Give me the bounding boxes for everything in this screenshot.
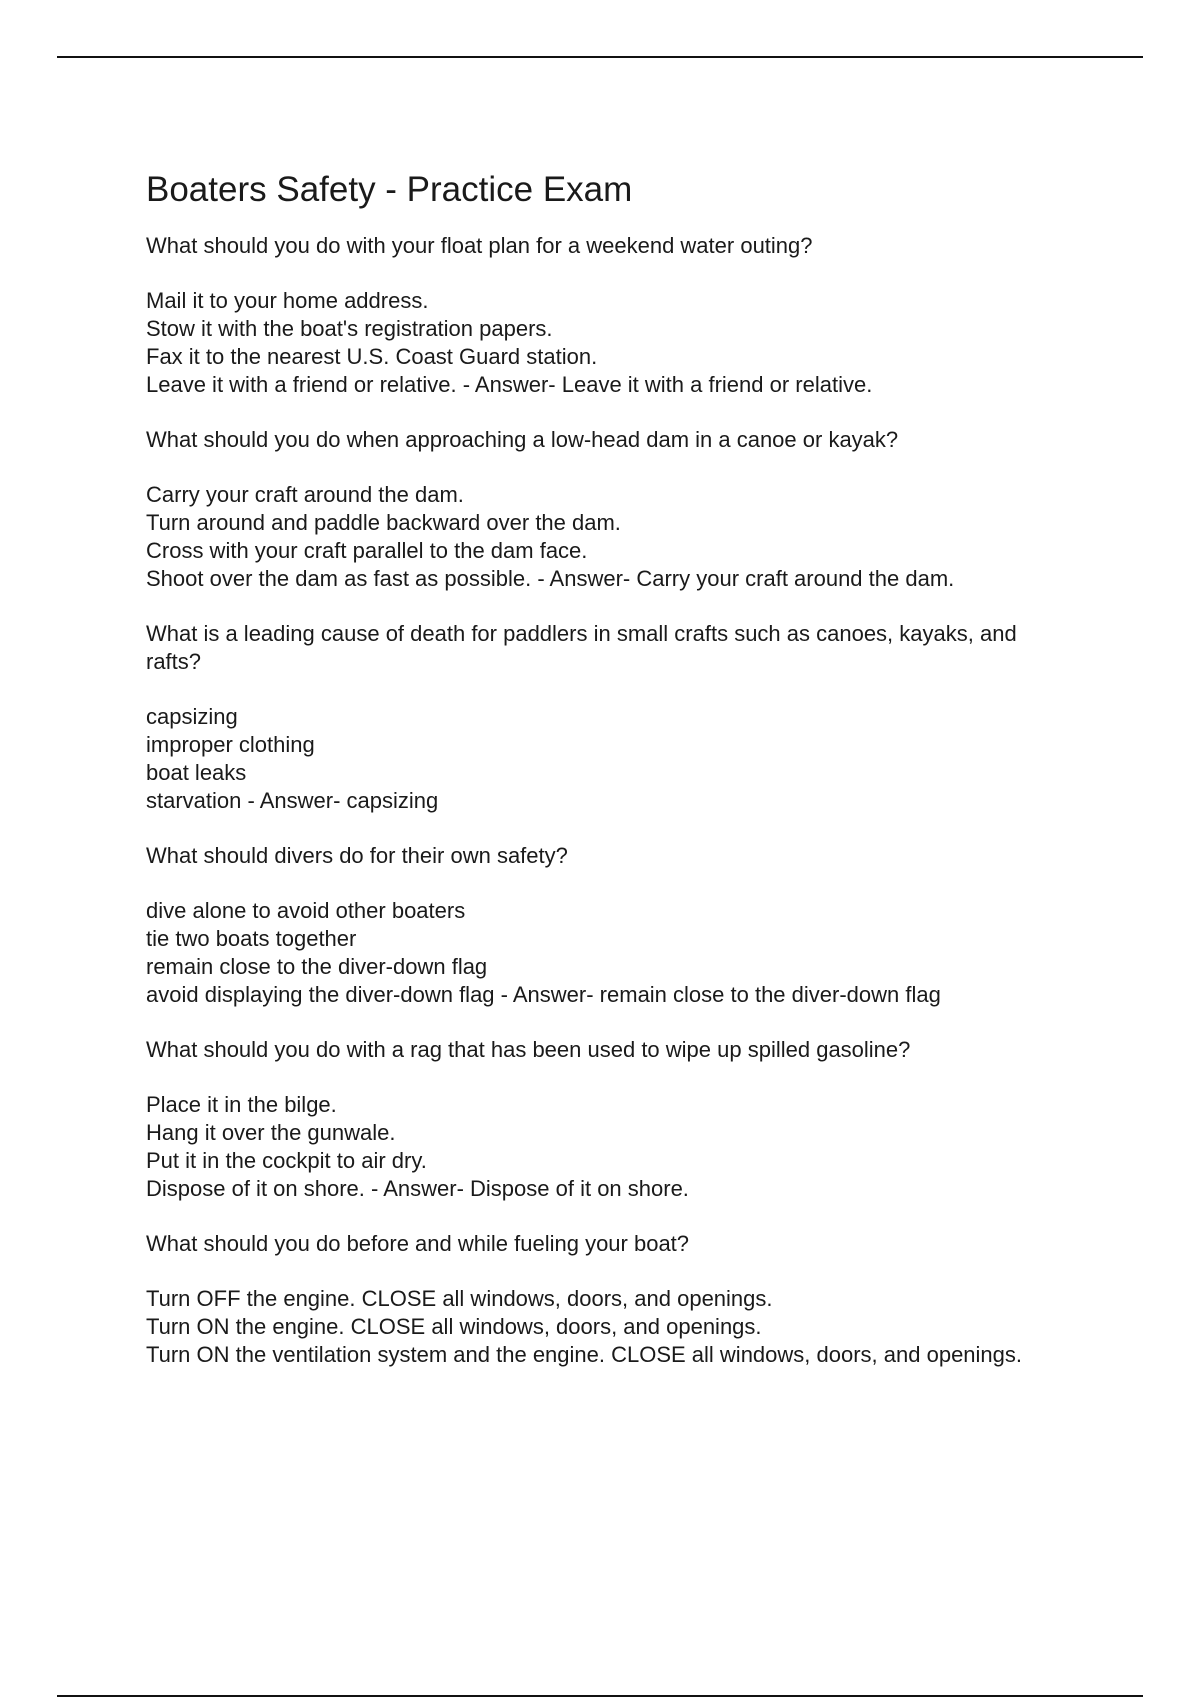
page-title: Boaters Safety - Practice Exam	[146, 170, 633, 209]
answer-option: dive alone to avoid other boaters	[146, 898, 466, 923]
answer-option: Turn ON the engine. CLOSE all windows, doors, and openings.	[146, 1314, 762, 1339]
question-block-4	[146, 842, 1066, 1009]
question-text: What should you do when approaching a low-head dam in a canoe or kayak?	[146, 427, 899, 452]
answer-options	[146, 481, 1066, 593]
answer-option: Dispose of it on shore. - Answer- Dispose of it on shore.	[146, 1176, 689, 1201]
answer-option: Turn around and paddle backward over the dam.	[146, 510, 621, 535]
document-body	[146, 168, 1066, 1396]
question-text: What should you do with a rag that has been used to wipe up spilled gasoline?	[146, 1037, 911, 1062]
top-rule	[57, 56, 1143, 58]
answer-option: Hang it over the gunwale.	[146, 1120, 396, 1145]
question-text: What should you do with your float plan for a weekend water outing?	[146, 233, 813, 258]
answer-option: Carry your craft around the dam.	[146, 482, 464, 507]
question-block-5	[146, 1036, 1066, 1203]
answer-option: avoid displaying the diver-down flag - Answer- remain close to the diver-down flag	[146, 982, 941, 1007]
answer-option: tie two boats together	[146, 926, 357, 951]
answer-options	[146, 1091, 1066, 1203]
answer-option: Place it in the bilge.	[146, 1092, 337, 1117]
question-block-2	[146, 426, 1066, 593]
answer-option: Turn OFF the engine. CLOSE all windows, doors, and openings.	[146, 1286, 773, 1311]
answer-option: Cross with your craft parallel to the dam face.	[146, 538, 588, 563]
answer-options	[146, 1285, 1066, 1369]
answer-option: capsizing	[146, 704, 238, 729]
answer-option: Mail it to your home address.	[146, 288, 429, 313]
question-text: What is a leading cause of death for paddlers in small crafts such as canoes, kayaks, and rafts?	[146, 621, 1017, 674]
question-block-1	[146, 232, 1066, 399]
answer-option: improper clothing	[146, 732, 315, 757]
bottom-rule	[57, 1695, 1143, 1697]
answer-options	[146, 287, 1066, 399]
question-block-3	[146, 620, 1066, 815]
answer-option: boat leaks	[146, 760, 247, 785]
question-text: What should you do before and while fueling your boat?	[146, 1231, 690, 1256]
answer-option: Leave it with a friend or relative. - Answer- Leave it with a friend or relative.	[146, 372, 873, 397]
answer-option: Turn ON the ventilation system and the engine. CLOSE all windows, doors, and openings.	[146, 1342, 1023, 1367]
answer-options	[146, 703, 1066, 815]
answer-option: remain close to the diver-down flag	[146, 954, 488, 979]
question-block-6	[146, 1230, 1066, 1369]
question-text: What should divers do for their own safety?	[146, 843, 568, 868]
answer-option: Shoot over the dam as fast as possible. - Answer- Carry your craft around the dam.	[146, 566, 955, 591]
answer-options	[146, 897, 1066, 1009]
answer-option: Fax it to the nearest U.S. Coast Guard station.	[146, 344, 598, 369]
answer-option: starvation - Answer- capsizing	[146, 788, 439, 813]
answer-option: Put it in the cockpit to air dry.	[146, 1148, 427, 1173]
answer-option: Stow it with the boat's registration papers.	[146, 316, 553, 341]
